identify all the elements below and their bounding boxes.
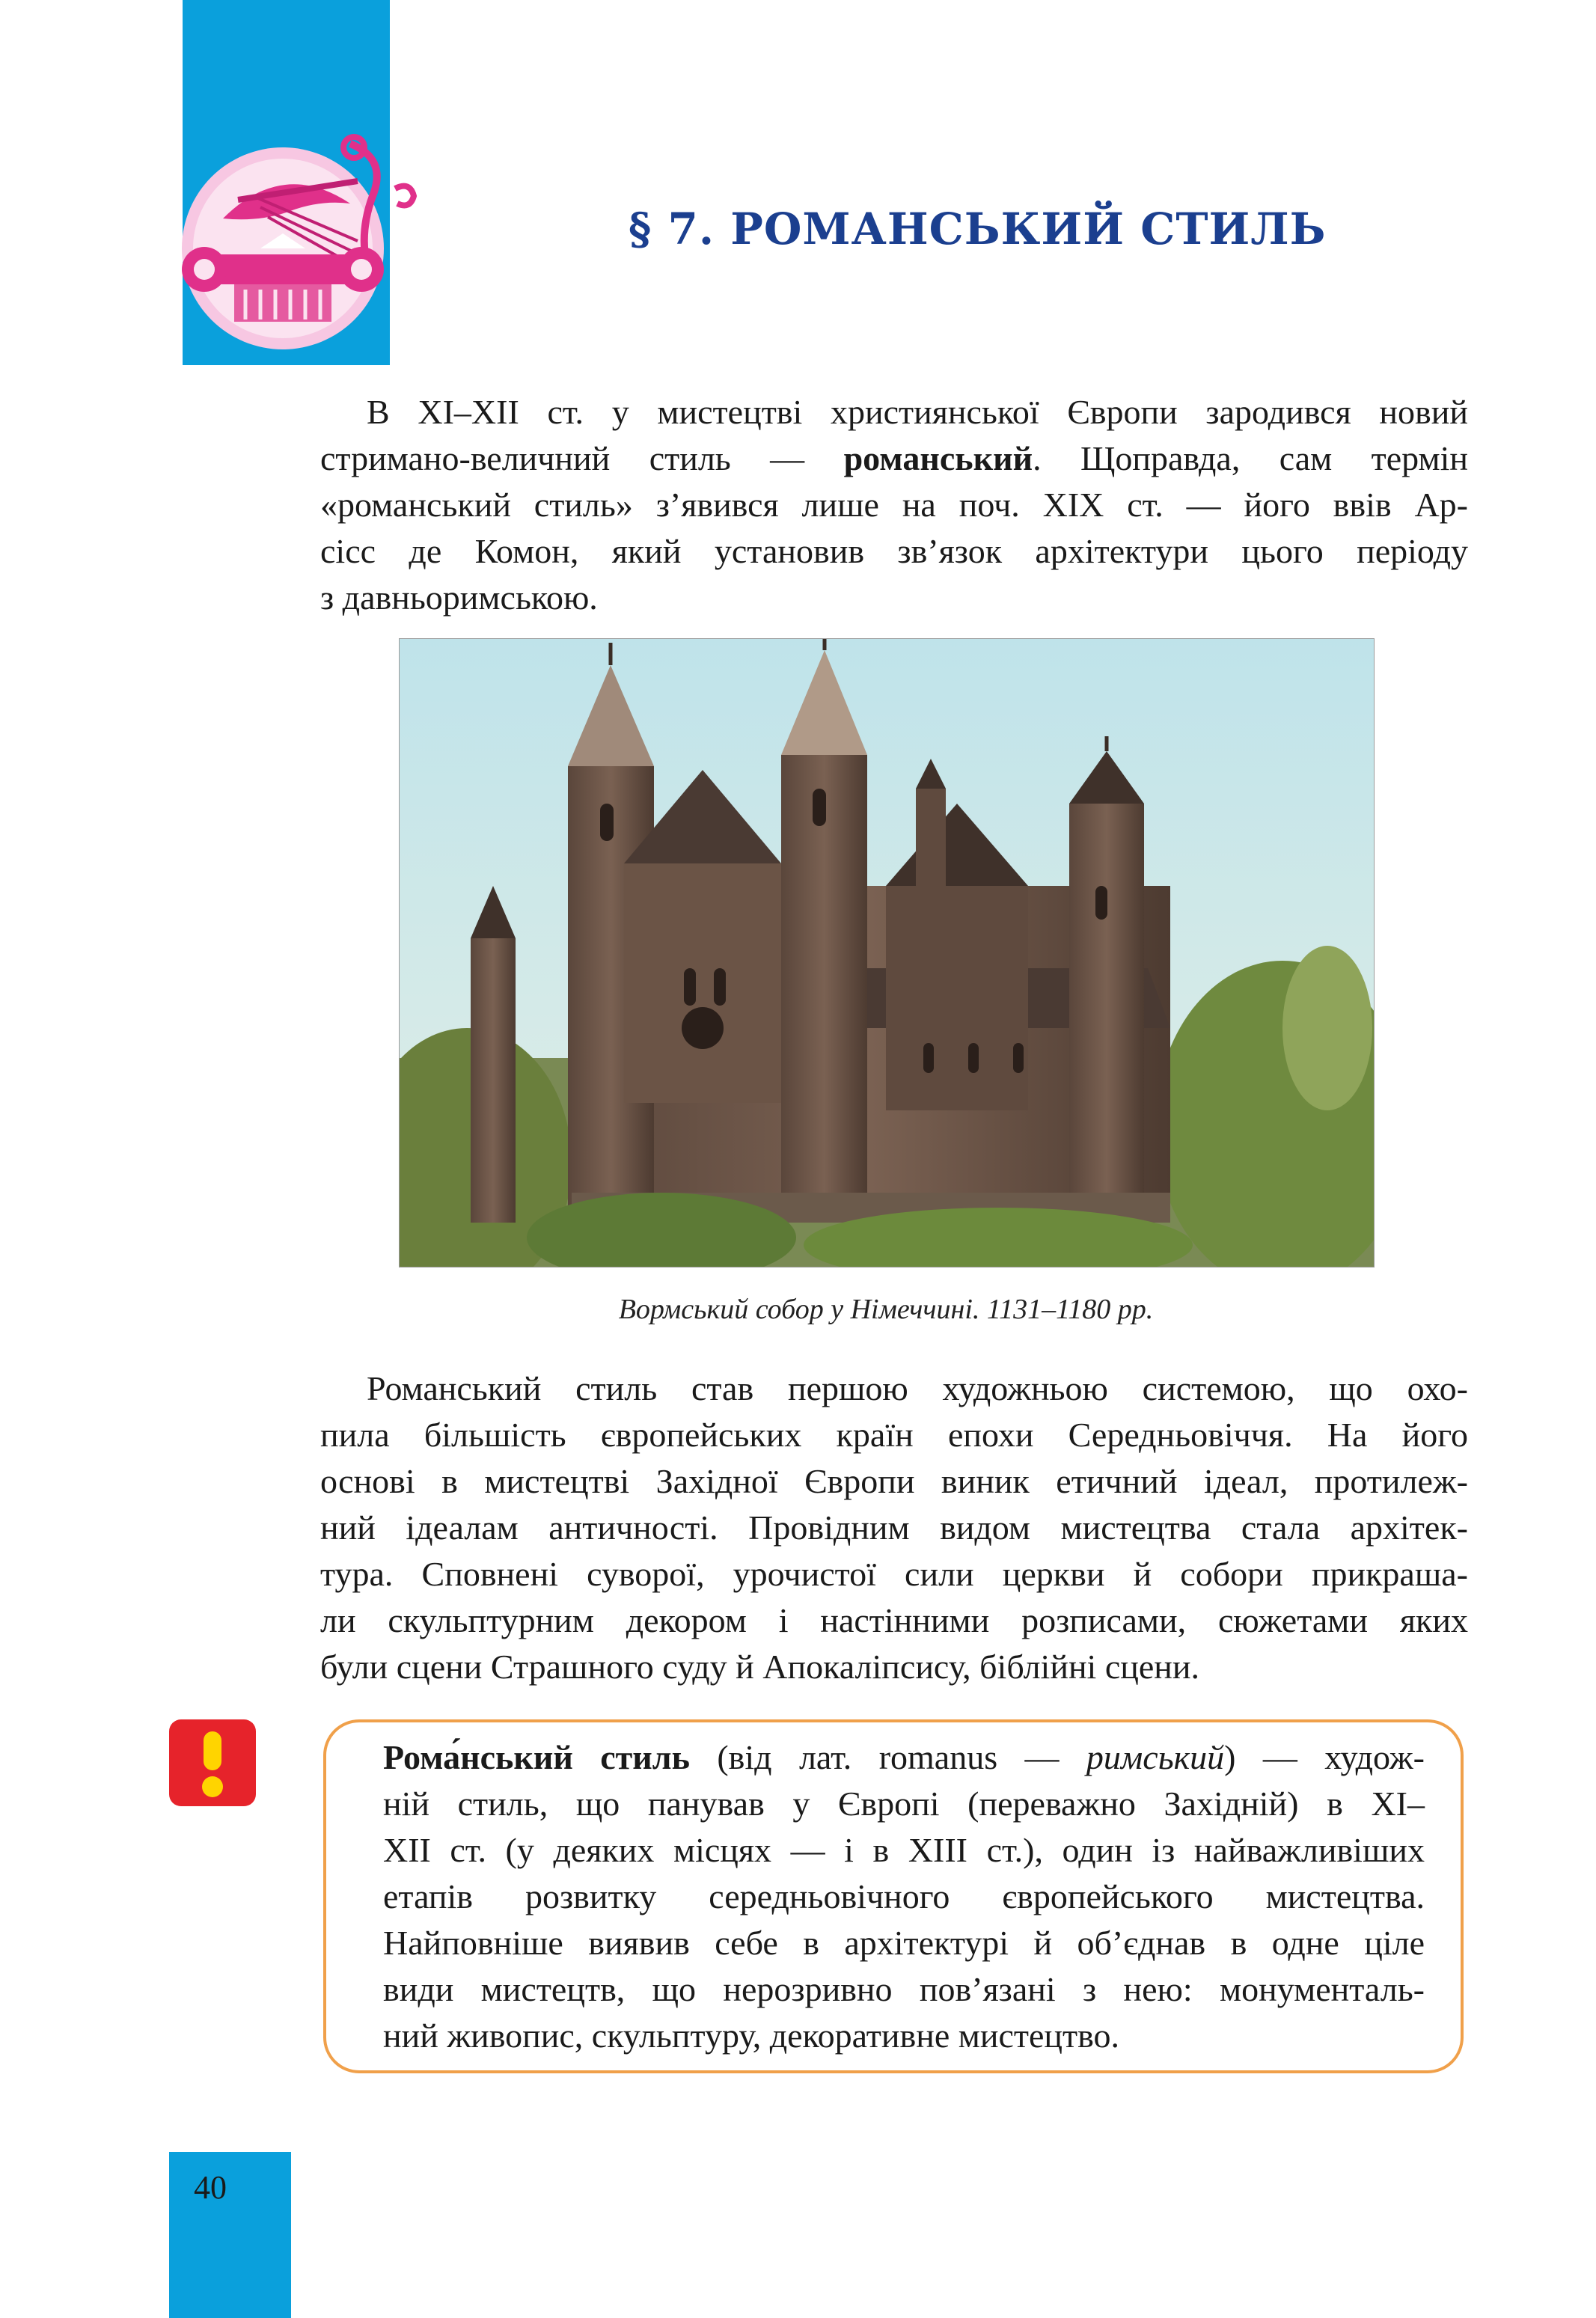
text-line: основі в мистецтві Західної Європи виник етичний ідеал, протилеж- (320, 1462, 1468, 1500)
term-bold: Рома́нський стиль (383, 1738, 690, 1776)
text-line: види мистецтв, що нерозривно пов’язані з нею: монументаль- (383, 1970, 1425, 2008)
text-line: були сцени Страшного суду й Апокаліпсису, біблійні сцени. (320, 1648, 1200, 1686)
section-title: § 7. РОМАНСЬКИЙ СТИЛЬ (629, 204, 1327, 254)
text-line: Романський стиль став першою художньою системою, що охо- (367, 1369, 1468, 1407)
text-line: ли скульптурним декором і настінними розписами, сюжетами яких (320, 1601, 1468, 1639)
definition-text (383, 1734, 1425, 2059)
text-fragment: стримано-величний стиль — (320, 439, 844, 477)
text-line: ній стиль, що панував у Європі (переважно Західній) в XI– (383, 1785, 1425, 1823)
text-line: тура. Сповнені суворої, урочистої сили церкви й собори прикраша- (320, 1555, 1468, 1593)
worms-cathedral-image (400, 639, 1374, 1267)
text-line: ний ідеалам античності. Провідним видом мистецтва стала архітек- (320, 1508, 1468, 1547)
exclamation-icon (169, 1719, 256, 1806)
text-line: ний живопис, скульптуру, декоративне мистецтво. (383, 2016, 1120, 2055)
text-fragment: ) — худож- (1224, 1738, 1425, 1776)
text-line: XII ст. (у деяких місцях — і в XIII ст.), один із найважливіших (383, 1831, 1425, 1869)
page-number: 40 (194, 2169, 227, 2206)
body-paragraph (320, 1366, 1468, 1690)
text-line: етапів розвитку середньовічного європейського мистецтва. (383, 1877, 1425, 1915)
text-line: пила більшість європейських країн епохи Середньовіччя. На його (320, 1416, 1468, 1454)
text-fragment: . Щоправда, сам термін (1033, 439, 1468, 477)
text-line: В XI–XII ст. у мистецтві християнської Європи зародився новий (367, 393, 1468, 431)
text-line: «романський стиль» з’явився лише на поч. XIX ст. — його ввів Ар- (320, 486, 1468, 524)
text-line: сісс де Комон, який установив зв’язок архітектури цього періоду (320, 532, 1468, 570)
text-line: Найповніше виявив себе в архітектурі й об’єднав в одне ціле (383, 1924, 1425, 1962)
text-line (320, 435, 1468, 482)
term-italic: римський (1086, 1738, 1225, 1776)
text-line: з давньоримською. (320, 578, 598, 617)
intro-paragraph (320, 389, 1468, 621)
art-emblem-icon (171, 129, 418, 353)
text-line (383, 1734, 1425, 1781)
cathedral-photo (399, 638, 1375, 1267)
text-fragment: (від лат. romanus — (689, 1738, 1086, 1776)
photo-caption: Вормський собор у Німеччині. 1131–1180 рр. (618, 1294, 1154, 1325)
term-bold: романський (843, 439, 1033, 477)
